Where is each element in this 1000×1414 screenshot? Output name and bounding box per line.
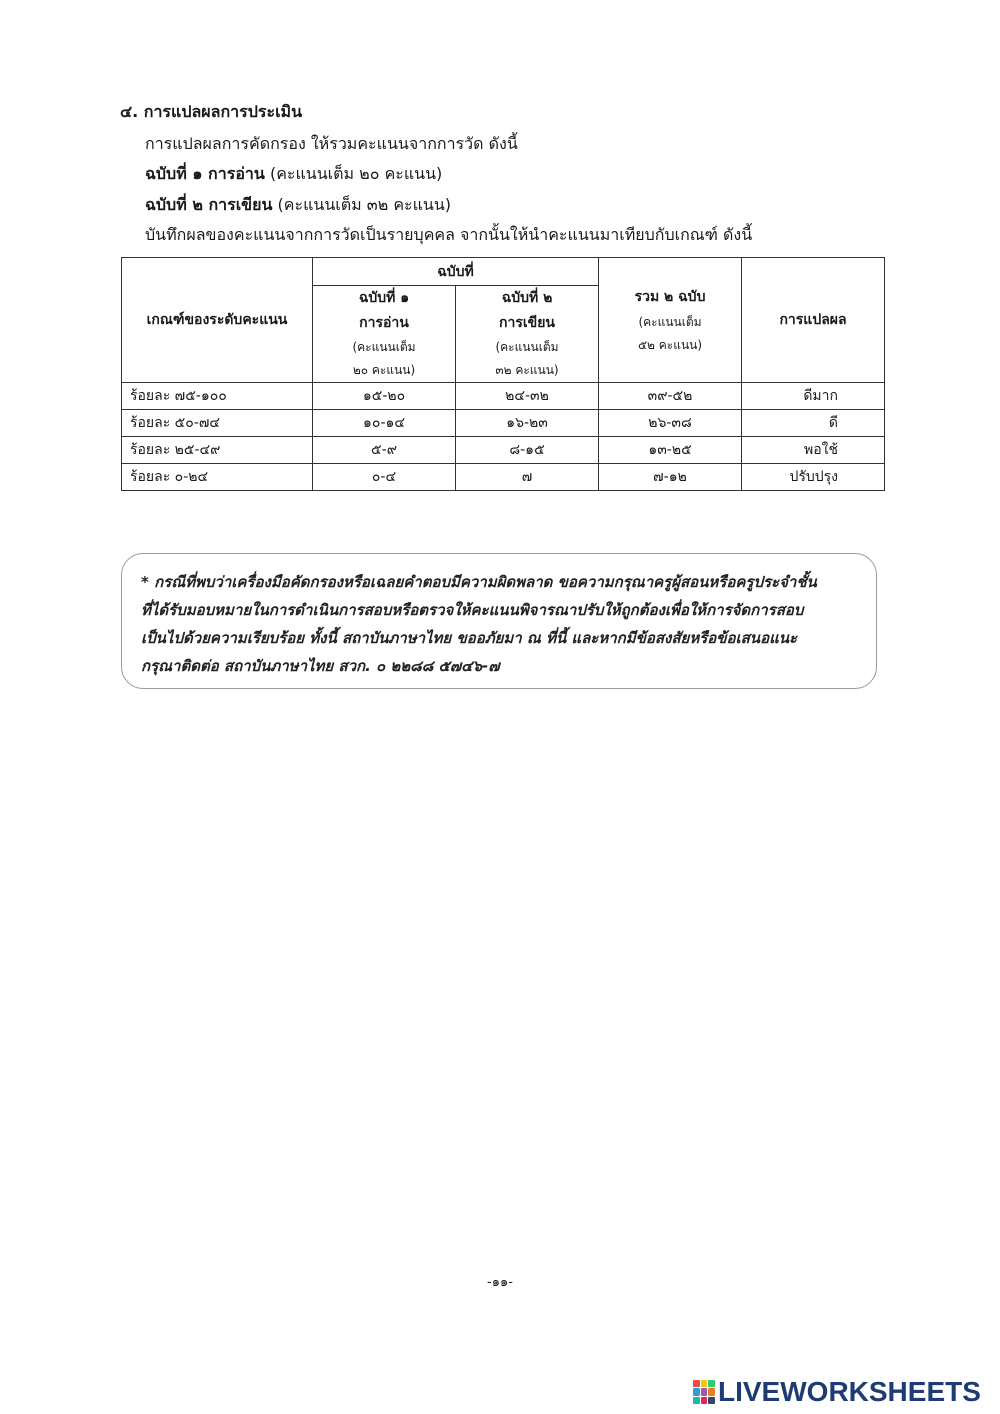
paper1-note-2: ๒๐ คะแนน) — [352, 363, 416, 377]
total-cell: ๓๙-๕๒ — [599, 383, 742, 410]
criteria-table — [121, 257, 885, 491]
criteria-cell: ร้อยละ ๐-๒๔ — [122, 464, 313, 491]
note-line: * กรณีที่พบว่าเครื่องมือคัดกรองหรือเฉลยคำตอบมีความผิดพลาด ขอความกรุณาครูผู้สอนหรือครูประจำชั้น — [141, 573, 817, 591]
paper2-line — [145, 193, 451, 218]
paper1-cell: ๐-๔ — [313, 464, 456, 491]
logo-square — [701, 1380, 708, 1387]
criteria-header: เกณฑ์ของระดับคะแนน — [122, 258, 313, 383]
criteria-cell: ร้อยละ ๒๕-๔๙ — [122, 437, 313, 464]
total-cell: ๒๖-๓๘ — [599, 410, 742, 437]
total-header — [599, 258, 742, 383]
table-row — [122, 383, 885, 410]
paper1-line — [145, 162, 442, 187]
table-row — [122, 437, 885, 464]
logo-square — [693, 1388, 700, 1395]
logo-square — [701, 1388, 708, 1395]
paper2-title: ฉบับที่ ๒ — [501, 290, 553, 306]
result-cell: ดี — [742, 410, 885, 437]
paper1-cell: ๑๕-๒๐ — [313, 383, 456, 410]
logo-square — [708, 1388, 715, 1395]
paper1-note: (คะแนนเต็ม ๒๐ คะแนน) — [269, 164, 443, 183]
table-row — [122, 410, 885, 437]
paper1-cell: ๕-๙ — [313, 437, 456, 464]
paper2-cell: ๒๔-๓๒ — [456, 383, 599, 410]
total-cell: ๗-๑๒ — [599, 464, 742, 491]
liveworksheets-logo-icon — [693, 1380, 715, 1404]
paper1-subtitle: การอ่าน — [359, 315, 409, 331]
paper2-subtitle: การเขียน — [499, 315, 555, 331]
note-line: กรุณาติดต่อ สถาบันภาษาไทย สวก. ๐ ๒๒๘๘ ๕๗๔๖-๗ — [141, 657, 500, 675]
table-header-row-1 — [122, 258, 885, 286]
result-cell: ดีมาก — [742, 383, 885, 410]
section-heading: ๔. การแปลผลการประเมิน — [120, 102, 303, 121]
paper2-header — [456, 286, 599, 383]
paper1-note-1: (คะแนนเต็ม — [352, 340, 416, 354]
total-note-1: (คะแนนเต็ม — [638, 315, 702, 329]
paper1-label: ฉบับที่ ๑ การอ่าน — [145, 164, 265, 183]
brand-logo[interactable] — [693, 1377, 981, 1407]
note-line: เป็นไปด้วยความเรียบร้อย ทั้งนี้ สถาบันภาษาไทย ขออภัยมา ณ ที่นี้ และหากมีข้อสงสัยหรือข้อเสนอแนะ — [141, 629, 798, 647]
record-instruction: บันทึกผลของคะแนนจากการวัดเป็นรายบุคคล จากนั้นให้นำคะแนนมาเทียบกับเกณฑ์ ดังนี้ — [145, 225, 753, 244]
total-title: รวม ๒ ฉบับ — [634, 289, 706, 305]
page-number: -๑๑- — [487, 1275, 513, 1290]
note-text — [141, 568, 861, 680]
paper2-note-1: (คะแนนเต็ม — [495, 340, 559, 354]
logo-square — [708, 1380, 715, 1387]
paper2-note: (คะแนนเต็ม ๓๒ คะแนน) — [277, 195, 452, 214]
paper1-cell: ๑๐-๑๔ — [313, 410, 456, 437]
paper-group-header: ฉบับที่ — [313, 258, 599, 286]
result-cell: พอใช้ — [742, 437, 885, 464]
result-cell: ปรับปรุง — [742, 464, 885, 491]
table-row — [122, 464, 885, 491]
paper2-cell: ๘-๑๕ — [456, 437, 599, 464]
criteria-cell: ร้อยละ ๗๕-๑๐๐ — [122, 383, 313, 410]
total-note-2: ๕๒ คะแนน) — [637, 338, 703, 352]
intro-text: การแปลผลการคัดกรอง ให้รวมคะแนนจากการวัด ดังนี้ — [145, 134, 518, 153]
note-box — [121, 553, 877, 689]
paper2-note-2: ๓๒ คะแนน) — [495, 363, 559, 377]
paper2-cell: ๗ — [456, 464, 599, 491]
criteria-cell: ร้อยละ ๕๐-๗๔ — [122, 410, 313, 437]
logo-square — [708, 1397, 715, 1404]
paper2-cell: ๑๖-๒๓ — [456, 410, 599, 437]
note-line: ที่ได้รับมอบหมายในการดำเนินการสอบหรือตรวจให้คะแนนพิจารณาปรับให้ถูกต้องเพื่อให้การจัดการสอบ — [141, 601, 804, 619]
brand-name: LIVEWORKSHEETS — [718, 1376, 981, 1407]
total-cell: ๑๓-๒๕ — [599, 437, 742, 464]
logo-square — [701, 1397, 708, 1404]
paper1-title: ฉบับที่ ๑ — [358, 290, 410, 306]
paper2-label: ฉบับที่ ๒ การเขียน — [145, 195, 273, 214]
logo-square — [693, 1397, 700, 1404]
logo-square — [693, 1380, 700, 1387]
paper1-header — [313, 286, 456, 383]
result-header: การแปลผล — [742, 258, 885, 383]
